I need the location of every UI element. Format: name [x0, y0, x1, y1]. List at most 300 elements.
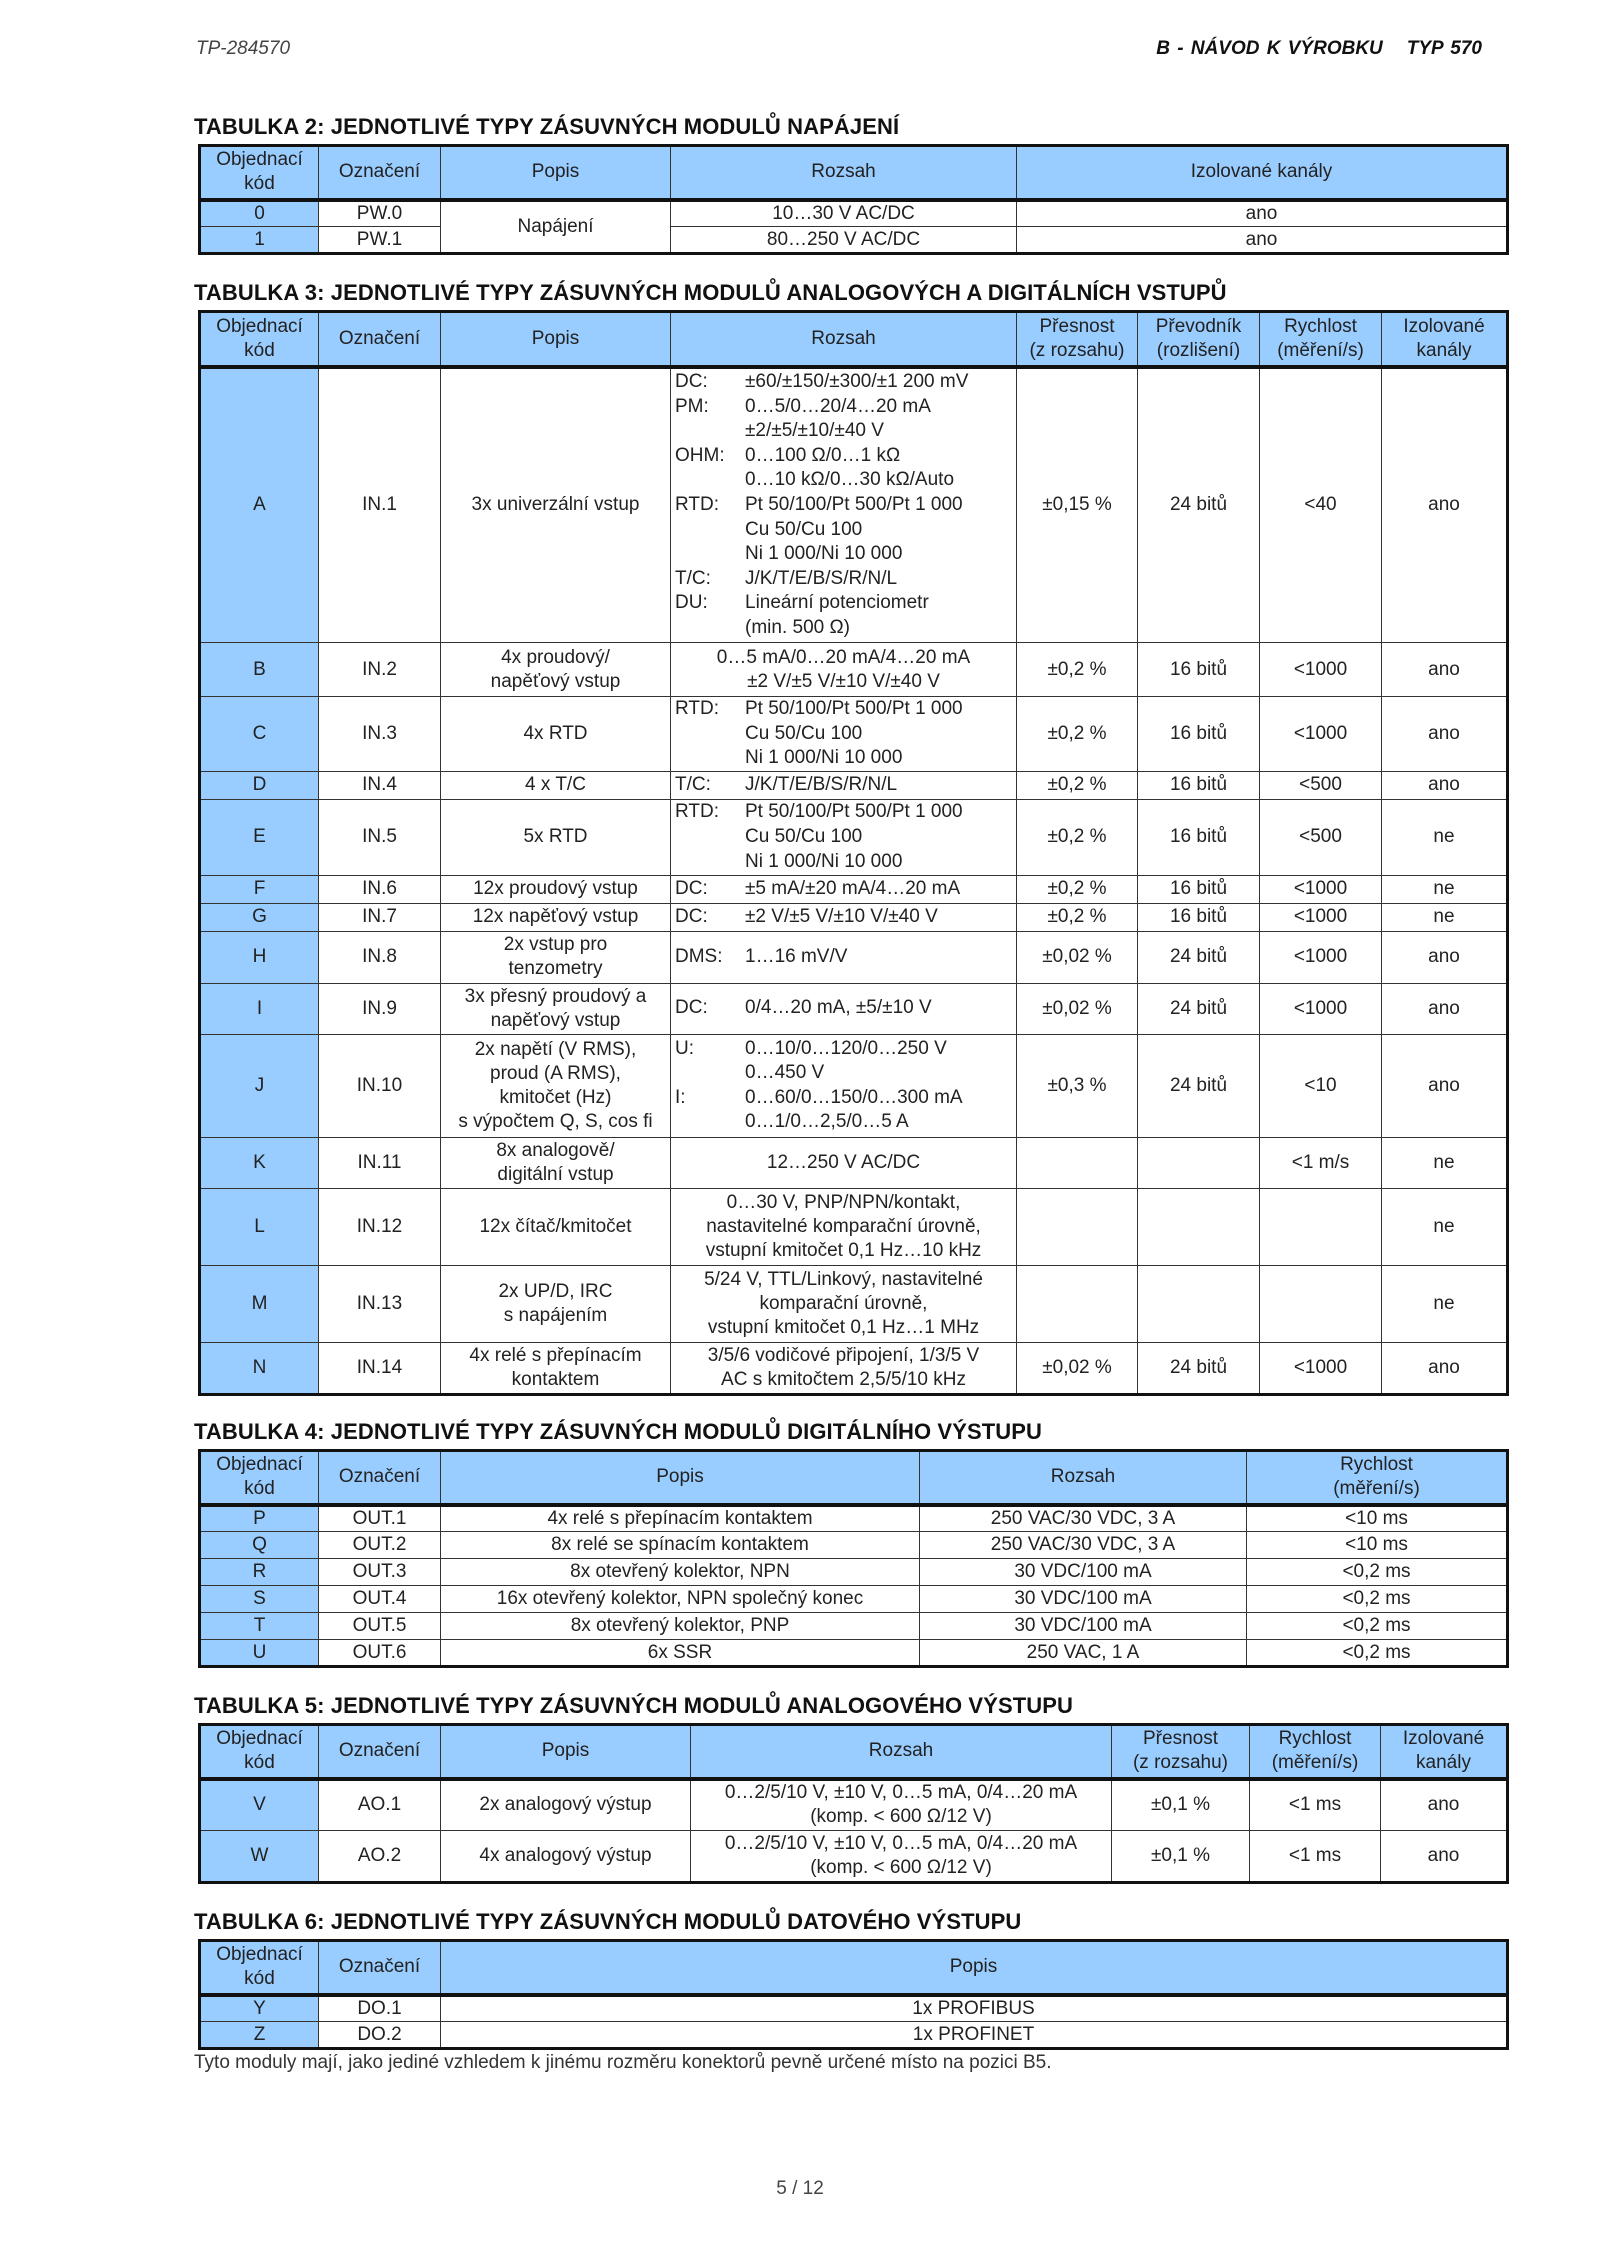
cell-izol: ne [1382, 1188, 1508, 1265]
cell-izol: ano [1382, 983, 1508, 1034]
column-header: Rozsah [691, 1725, 1112, 1779]
cell-presnost: ±0,2 % [1017, 799, 1138, 875]
table-row [200, 1532, 1508, 1559]
range-value: ±2 V/±5 V/±10 V/±40 V [745, 905, 938, 927]
cell-popis: 8x otevřený kolektor, NPN [441, 1559, 920, 1586]
range-label: DC: [675, 877, 708, 899]
cell-rychlost: <10 ms [1247, 1505, 1508, 1532]
cell-prevodnik: 24 bitů [1138, 367, 1260, 643]
table-row [200, 697, 1508, 772]
range-value: J/K/T/E/B/S/R/N/L [745, 567, 898, 589]
cell-code: K [200, 1137, 319, 1188]
column-header: Převodník (rozlišení) [1138, 312, 1260, 367]
cell-rozsah [671, 367, 1017, 643]
cell-rychlost: <0,2 ms [1247, 1586, 1508, 1613]
cell-prevodnik: 16 bitů [1138, 799, 1260, 875]
cell-code: A [200, 367, 319, 643]
cell-izol: ne [1382, 1137, 1508, 1188]
cell-popis: 12x čítač/kmitočet [441, 1188, 671, 1265]
range-value: J/K/T/E/B/S/R/N/L [745, 773, 898, 795]
cell-popis: 2x UP/D, IRC s napájením [441, 1265, 671, 1342]
range-label: RTD: [675, 801, 719, 823]
cell-popis: 8x relé se spínacím kontaktem [441, 1532, 920, 1559]
range-label: DC: [675, 905, 708, 927]
cell-izol: ano [1382, 1034, 1508, 1137]
cell-code: N [200, 1342, 319, 1394]
range-label [675, 850, 745, 875]
cell-prevodnik: 16 bitů [1138, 643, 1260, 697]
cell-izol: ano [1381, 1779, 1508, 1831]
column-header: Rozsah [920, 1451, 1247, 1505]
table-6-title: TABULKA 6: JEDNOTLIVÉ TYPY ZÁSUVNÝCH MODULŮ DATOVÉHO VÝSTUPU [194, 1909, 1022, 1934]
range-lines [675, 1037, 1012, 1135]
cell-prevodnik [1138, 1137, 1260, 1188]
cell-presnost: ±0,2 % [1017, 903, 1138, 931]
cell-presnost: ±0,02 % [1017, 1342, 1138, 1394]
cell-popis: 1x PROFIBUS [441, 1995, 1508, 2022]
table-row [200, 1137, 1508, 1188]
range-label [675, 1061, 745, 1086]
range-value: 0/4…20 mA, ±5/±10 V [745, 997, 932, 1019]
range-label: I: [675, 1086, 686, 1108]
cell-id: IN.3 [319, 697, 441, 772]
cell-presnost: ±0,2 % [1017, 697, 1138, 772]
cell-code: C [200, 697, 319, 772]
cell-rozsah: 3/5/6 vodičové připojení, 1/3/5 V AC s kmitočtem 2,5/5/10 kHz [671, 1342, 1017, 1394]
cell-rychlost: <500 [1260, 799, 1382, 875]
doc-title: B - NÁVOD K VÝROBKU [1156, 38, 1383, 59]
table-row [200, 983, 1508, 1034]
table-row [200, 1188, 1508, 1265]
header-row [200, 1941, 1508, 1995]
range-label: RTD: [675, 698, 719, 719]
range-label: OHM: [675, 444, 725, 466]
range-label: T/C: [675, 567, 711, 589]
cell-prevodnik: 24 bitů [1138, 1342, 1260, 1394]
cell-rozsah: 0…5 mA/0…20 mA/4…20 mA ±2 V/±5 V/±10 V/±40 V [671, 643, 1017, 697]
cell-code: M [200, 1265, 319, 1342]
cell-code: R [200, 1559, 319, 1586]
header-row [200, 1725, 1508, 1779]
range-lines [675, 773, 1012, 798]
cell-rychlost: <40 [1260, 367, 1382, 643]
table-row [200, 643, 1508, 697]
range-value: Cu 50/Cu 100 [745, 825, 863, 847]
range-value: Cu 50/Cu 100 [745, 518, 863, 540]
cell-code: U [200, 1640, 319, 1667]
table-2-title: TABULKA 2: JEDNOTLIVÉ TYPY ZÁSUVNÝCH MODULŮ NAPÁJENÍ [194, 114, 900, 139]
cell-id: IN.6 [319, 875, 441, 903]
cell-popis: 4x analogový výstup [441, 1831, 691, 1883]
cell-rozsah: 250 VAC/30 VDC, 3 A [920, 1505, 1247, 1532]
column-header: Popis [441, 312, 671, 367]
cell-presnost: ±0,2 % [1017, 643, 1138, 697]
column-header: Popis [441, 1725, 691, 1779]
cell-popis: 4x relé s přepínacím kontaktem [441, 1342, 671, 1394]
table-row [200, 1034, 1508, 1137]
cell-id: IN.1 [319, 367, 441, 643]
column-header: Označení [319, 1451, 441, 1505]
range-lines [675, 697, 1012, 771]
table-row [200, 200, 1508, 227]
cell-popis: 5x RTD [441, 799, 671, 875]
cell-presnost: ±0,02 % [1017, 983, 1138, 1034]
cell-popis: 12x napěťový vstup [441, 903, 671, 931]
cell-izol: ano [1382, 771, 1508, 799]
cell-rychlost: <1 m/s [1260, 1137, 1382, 1188]
column-header: Rychlost (měření/s) [1247, 1451, 1508, 1505]
table-row [200, 1342, 1508, 1394]
range-label: DC: [675, 370, 708, 392]
cell-id: OUT.1 [319, 1505, 441, 1532]
range-label [675, 419, 745, 444]
cell-code: G [200, 903, 319, 931]
cell-code: E [200, 799, 319, 875]
range-label [675, 825, 745, 850]
cell-rozsah: 30 VDC/100 mA [920, 1559, 1247, 1586]
table-row [200, 2022, 1508, 2049]
column-header: Označení [319, 312, 441, 367]
range-label [675, 468, 745, 493]
table-row [200, 1559, 1508, 1586]
cell-id: OUT.3 [319, 1559, 441, 1586]
cell-popis: 12x proudový vstup [441, 875, 671, 903]
table-power-modules [198, 144, 1509, 255]
cell-code: J [200, 1034, 319, 1137]
table-data-output-modules [198, 1939, 1509, 2050]
cell-code: S [200, 1586, 319, 1613]
cell-izol: ano [1382, 1342, 1508, 1394]
cell-izol: ano [1382, 931, 1508, 983]
column-header: Izolované kanály [1382, 312, 1508, 367]
cell-code: Z [200, 2022, 319, 2049]
table-input-modules [198, 310, 1509, 1396]
cell-presnost: ±0,02 % [1017, 931, 1138, 983]
cell-id: PW.0 [319, 200, 441, 227]
range-label [675, 616, 745, 641]
cell-rychlost: <1000 [1260, 931, 1382, 983]
range-value: Cu 50/Cu 100 [745, 722, 863, 744]
cell-rychlost [1260, 1188, 1382, 1265]
range-value: ±60/±150/±300/±1 200 mV [745, 370, 969, 392]
range-value: Pt 50/100/Pt 500/Pt 1 000 [745, 493, 963, 515]
cell-code: I [200, 983, 319, 1034]
table-row [200, 875, 1508, 903]
note-text: Tyto moduly mají, jako jediné vzhledem k jinému rozměru konektorů pevně určené místo na pozici B5. [194, 2052, 1052, 2073]
column-header: Označení [319, 1725, 441, 1779]
cell-id: IN.14 [319, 1342, 441, 1394]
page-number: 5 / 12 [776, 2178, 824, 2199]
table-row [200, 1779, 1508, 1831]
range-value: Pt 50/100/Pt 500/Pt 1 000 [745, 698, 963, 719]
cell-code: W [200, 1831, 319, 1883]
table-analog-output-modules [198, 1723, 1509, 1884]
cell-rychlost: <1 ms [1250, 1779, 1381, 1831]
cell-popis: 4x RTD [441, 697, 671, 772]
cell-presnost: ±0,15 % [1017, 367, 1138, 643]
range-label: U: [675, 1037, 694, 1059]
table-row [200, 227, 1508, 254]
range-label [675, 722, 745, 747]
cell-popis: 4 x T/C [441, 771, 671, 799]
cell-popis: 2x vstup pro tenzometry [441, 931, 671, 983]
range-lines [675, 370, 1012, 641]
cell-rozsah: 5/24 V, TTL/Linkový, nastavitelné komparační úrovně, vstupní kmitočet 0,1 Hz…1 MHz [671, 1265, 1017, 1342]
range-label [675, 518, 745, 543]
column-header: Rychlost (měření/s) [1250, 1725, 1381, 1779]
cell-code: P [200, 1505, 319, 1532]
cell-rychlost: <0,2 ms [1247, 1613, 1508, 1640]
range-value: 0…10 kΩ/0…30 kΩ/Auto [745, 469, 955, 491]
cell-code: D [200, 771, 319, 799]
cell-popis: 16x otevřený kolektor, NPN společný konec [441, 1586, 920, 1613]
cell-rychlost: <1000 [1260, 1342, 1382, 1394]
cell-prevodnik: 16 bitů [1138, 771, 1260, 799]
cell-izol: ne [1382, 799, 1508, 875]
table-row [200, 799, 1508, 875]
range-lines [675, 877, 1012, 902]
range-label: T/C: [675, 773, 711, 795]
cell-popis: 2x analogový výstup [441, 1779, 691, 1831]
cell-prevodnik: 16 bitů [1138, 697, 1260, 772]
range-value: ±5 mA/±20 mA/4…20 mA [745, 877, 961, 899]
cell-rozsah [671, 983, 1017, 1034]
cell-popis: 3x přesný proudový a napěťový vstup [441, 983, 671, 1034]
table-digital-output-modules [198, 1449, 1509, 1668]
cell-rychlost: <1000 [1260, 903, 1382, 931]
cell-rychlost: <1000 [1260, 643, 1382, 697]
range-value: Pt 50/100/Pt 500/Pt 1 000 [745, 801, 963, 823]
cell-id: OUT.4 [319, 1586, 441, 1613]
cell-presnost: ±0,1 % [1112, 1831, 1250, 1883]
cell-prevodnik: 24 bitů [1138, 1034, 1260, 1137]
header-row [200, 312, 1508, 367]
cell-rozsah [671, 931, 1017, 983]
range-label: RTD: [675, 493, 719, 515]
range-value: 0…5/0…20/4…20 mA [745, 395, 931, 417]
cell-id: IN.11 [319, 1137, 441, 1188]
cell-rozsah [671, 771, 1017, 799]
range-value: 0…10/0…120/0…250 V [745, 1037, 947, 1059]
cell-code: T [200, 1613, 319, 1640]
cell-rozsah: 10…30 V AC/DC [671, 200, 1017, 227]
table-row [200, 1995, 1508, 2022]
cell-id: AO.1 [319, 1779, 441, 1831]
cell-code: L [200, 1188, 319, 1265]
cell-prevodnik [1138, 1188, 1260, 1265]
cell-code: V [200, 1779, 319, 1831]
range-value: 0…450 V [745, 1062, 825, 1084]
cell-prevodnik: 24 bitů [1138, 931, 1260, 983]
range-label: PM: [675, 395, 709, 417]
column-header: Izolované kanály [1381, 1725, 1508, 1779]
cell-popis: 4x relé s přepínacím kontaktem [441, 1505, 920, 1532]
cell-popis: 8x analogově/ digitální vstup [441, 1137, 671, 1188]
table-4-title: TABULKA 4: JEDNOTLIVÉ TYPY ZÁSUVNÝCH MODULŮ DIGITÁLNÍHO VÝSTUPU [194, 1419, 1043, 1444]
table-row [200, 931, 1508, 983]
cell-prevodnik: 24 bitů [1138, 983, 1260, 1034]
range-label [675, 746, 745, 771]
cell-id: IN.5 [319, 799, 441, 875]
cell-popis: 2x napětí (V RMS), proud (A RMS), kmitočet (Hz) s výpočtem Q, S, cos fi [441, 1034, 671, 1137]
cell-presnost [1017, 1137, 1138, 1188]
cell-presnost: ±0,2 % [1017, 771, 1138, 799]
cell-popis: 4x proudový/ napěťový vstup [441, 643, 671, 697]
cell-presnost: ±0,1 % [1112, 1779, 1250, 1831]
range-value: Ni 1 000/Ni 10 000 [745, 850, 903, 872]
cell-izol: ano [1382, 697, 1508, 772]
cell-rozsah [671, 1034, 1017, 1137]
range-lines [675, 905, 1012, 930]
column-header: Popis [441, 1451, 920, 1505]
table-row [200, 903, 1508, 931]
column-header: Objednací kód [200, 1941, 319, 1995]
cell-code: 0 [200, 200, 319, 227]
cell-id: IN.9 [319, 983, 441, 1034]
cell-id: DO.1 [319, 1995, 441, 2022]
cell-izol: ano [1017, 200, 1508, 227]
range-value: 0…60/0…150/0…300 mA [745, 1086, 963, 1108]
range-value: ±2/±5/±10/±40 V [745, 420, 884, 442]
table-5-title: TABULKA 5: JEDNOTLIVÉ TYPY ZÁSUVNÝCH MODULŮ ANALOGOVÉHO VÝSTUPU [194, 1693, 1074, 1718]
cell-popis: 8x otevřený kolektor, PNP [441, 1613, 920, 1640]
cell-code: 1 [200, 227, 319, 254]
table-row [200, 771, 1508, 799]
column-header: Přesnost (z rozsahu) [1017, 312, 1138, 367]
cell-izol: ano [1382, 367, 1508, 643]
cell-id: AO.2 [319, 1831, 441, 1883]
column-header: Popis [441, 1941, 1508, 1995]
cell-rozsah: 250 VAC, 1 A [920, 1640, 1247, 1667]
range-value: Lineární potenciometr [745, 592, 929, 614]
column-header: Rozsah [671, 146, 1017, 200]
header-row [200, 1451, 1508, 1505]
cell-rozsah: 12…250 V AC/DC [671, 1137, 1017, 1188]
cell-rozsah: 30 VDC/100 mA [920, 1613, 1247, 1640]
cell-code: Y [200, 1995, 319, 2022]
column-header: Rychlost (měření/s) [1260, 312, 1382, 367]
range-value: 0…100 Ω/0…1 kΩ [745, 444, 901, 466]
table-row [200, 367, 1508, 643]
cell-id: PW.1 [319, 227, 441, 254]
table-row [200, 1831, 1508, 1883]
cell-rychlost: <10 [1260, 1034, 1382, 1137]
cell-prevodnik: 16 bitů [1138, 903, 1260, 931]
header-row [200, 146, 1508, 200]
cell-id: IN.8 [319, 931, 441, 983]
cell-prevodnik [1138, 1265, 1260, 1342]
table-3-title: TABULKA 3: JEDNOTLIVÉ TYPY ZÁSUVNÝCH MODULŮ ANALOGOVÝCH A DIGITÁLNÍCH VSTUPŮ [194, 280, 1227, 305]
table-row [200, 1613, 1508, 1640]
cell-rychlost [1260, 1265, 1382, 1342]
cell-prevodnik: 16 bitů [1138, 875, 1260, 903]
cell-rychlost: <500 [1260, 771, 1382, 799]
cell-izol: ne [1382, 903, 1508, 931]
column-header: Popis [441, 146, 671, 200]
table-row [200, 1265, 1508, 1342]
cell-izol: ano [1381, 1831, 1508, 1883]
cell-izol: ne [1382, 875, 1508, 903]
cell-id: IN.4 [319, 771, 441, 799]
cell-rozsah [671, 875, 1017, 903]
cell-rozsah: 250 VAC/30 VDC, 3 A [920, 1532, 1247, 1559]
document-title [1156, 38, 1482, 60]
cell-id: IN.7 [319, 903, 441, 931]
range-lines [675, 945, 1012, 970]
column-header: Objednací kód [200, 1451, 319, 1505]
cell-izol: ano [1382, 643, 1508, 697]
cell-id: IN.12 [319, 1188, 441, 1265]
cell-rychlost: <0,2 ms [1247, 1559, 1508, 1586]
cell-code: F [200, 875, 319, 903]
range-label: DU: [675, 592, 708, 614]
range-value: 0…1/0…2,5/0…5 A [745, 1111, 909, 1133]
cell-rozsah [671, 799, 1017, 875]
cell-code: B [200, 643, 319, 697]
range-value: 1…16 mV/V [745, 945, 848, 967]
column-header: Označení [319, 1941, 441, 1995]
range-label: DMS: [675, 945, 723, 967]
cell-popis: 3x univerzální vstup [441, 367, 671, 643]
cell-rychlost: <1000 [1260, 697, 1382, 772]
cell-presnost: ±0,2 % [1017, 875, 1138, 903]
document-id: TP-284570 [196, 38, 291, 59]
range-lines [675, 800, 1012, 874]
cell-rychlost: <10 ms [1247, 1532, 1508, 1559]
cell-rozsah: 0…2/5/10 V, ±10 V, 0…5 mA, 0/4…20 mA (komp. < 600 Ω/12 V) [691, 1779, 1112, 1831]
cell-rozsah [671, 903, 1017, 931]
cell-popis: Napájení [441, 200, 671, 254]
cell-id: IN.13 [319, 1265, 441, 1342]
cell-rychlost: <1000 [1260, 875, 1382, 903]
cell-rozsah: 80…250 V AC/DC [671, 227, 1017, 254]
cell-code: H [200, 931, 319, 983]
cell-presnost: ±0,3 % [1017, 1034, 1138, 1137]
range-value: Ni 1 000/Ni 10 000 [745, 747, 903, 769]
cell-izol: ne [1382, 1265, 1508, 1342]
range-label: DC: [675, 997, 708, 1019]
table-row [200, 1505, 1508, 1532]
column-header: Objednací kód [200, 312, 319, 367]
table-row [200, 1640, 1508, 1667]
column-header: Objednací kód [200, 1725, 319, 1779]
cell-popis: 6x SSR [441, 1640, 920, 1667]
cell-presnost [1017, 1188, 1138, 1265]
column-header: Označení [319, 146, 441, 200]
cell-rychlost: <0,2 ms [1247, 1640, 1508, 1667]
cell-izol: ano [1017, 227, 1508, 254]
column-header: Rozsah [671, 312, 1017, 367]
range-lines [675, 996, 1012, 1021]
cell-popis: 1x PROFINET [441, 2022, 1508, 2049]
column-header: Objednací kód [200, 146, 319, 200]
range-label [675, 1110, 745, 1135]
cell-rozsah: 0…2/5/10 V, ±10 V, 0…5 mA, 0/4…20 mA (komp. < 600 Ω/12 V) [691, 1831, 1112, 1883]
cell-id: IN.10 [319, 1034, 441, 1137]
column-header: Přesnost (z rozsahu) [1112, 1725, 1250, 1779]
cell-rozsah: 30 VDC/100 mA [920, 1586, 1247, 1613]
cell-rozsah [671, 697, 1017, 772]
range-value: (min. 500 Ω) [745, 616, 851, 638]
range-label [675, 542, 745, 567]
cell-id: OUT.2 [319, 1532, 441, 1559]
cell-presnost [1017, 1265, 1138, 1342]
cell-rychlost: <1000 [1260, 983, 1382, 1034]
range-value: Ni 1 000/Ni 10 000 [745, 543, 903, 565]
cell-id: OUT.6 [319, 1640, 441, 1667]
cell-id: OUT.5 [319, 1613, 441, 1640]
column-header: Izolované kanály [1017, 146, 1508, 200]
